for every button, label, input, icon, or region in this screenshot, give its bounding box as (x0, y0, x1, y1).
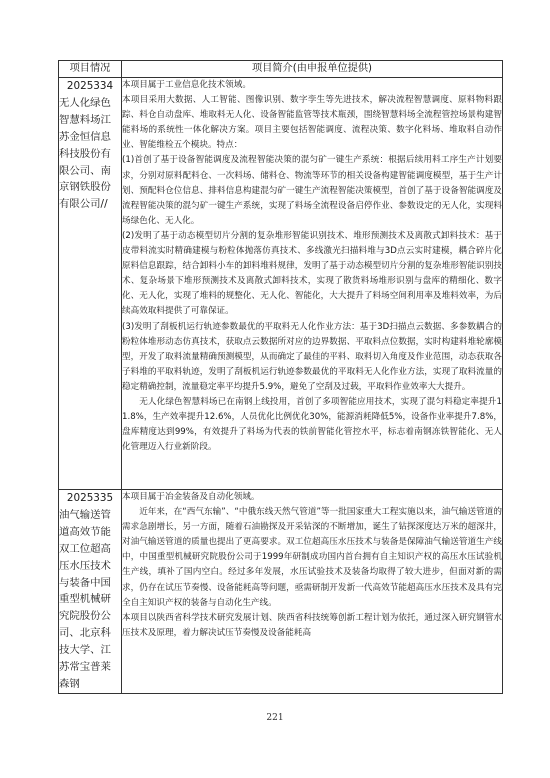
summary-paragraph: 本项目以陕西省科学技术研究发展计划、陕西省科技统筹创新工程计划为依托，通过深入研究钢管水压技术及原理，着力解决试压节奏慢及设备能耗高 (122, 612, 502, 638)
summary-paragraph: 本项目属于工业信息化技术领域。 (122, 80, 251, 90)
table-row (59, 490, 503, 694)
summary-paragraph: 无人化绿色智慧料场已在南钢上线投用，首创了多项智能应用技术，实现了混匀料稳定率提升11.8%，生产效率提升12.6%，人员优化比例优化30%，能源消耗降低5%，设备作业率提升7.8%，盘库精度达到99%，有效提升了料场为代表的铁前智能化管控水平，标志着南钢冻铁智能化、无人化管理迈入行业新阶段。 (122, 396, 502, 453)
table-header-row (59, 61, 503, 78)
header-project-info: 项目情况 (59, 61, 122, 78)
project-info-cell (59, 490, 122, 694)
summary-paragraph: 本项目属于冶金装备及自动化领域。 (122, 492, 260, 502)
project-code: 2025335 (66, 492, 114, 504)
summary-paragraph: 近年来，在“西气东输”、“中俄东线天然气管道”等一批国家重大工程实施以来，油气输送管道的需求急剧增长，另一方面，随着石油勘探及开采钻深的不断增加，诞生了钻探深度达万米的超深井，对油气输送管道的质量也提出了更高要求。双工位超高压水压技术与装备是保障油气输送管道生产线中，中国重型机械研究院股份公司于1999年研制成功国内首台拥有自主知识产权的高压水压试验机生产线，填补了国内空白。经过多年发展，水压试验技术及装备均取得了较大进步，但面对新的需求，仍存在试压节奏慢、设备能耗高等问题，亟需研制开发新一代高效节能超高压水压技术及具有完全自主知识产权的装备与自动化生产线。 (122, 507, 502, 608)
project-info-cell (59, 78, 122, 490)
table-row (59, 78, 503, 490)
project-summary-cell (122, 78, 503, 490)
summary-paragraph: (1)首创了基于设备智能调度及流程智能决策的混匀矿一键生产系统：根据后续用料工序生产计划要求，分别对原料配料仓、一次料场、储料仓、物流等环节的相关设备构建智能调度模型，基于生产计划、预配料仓位信息、排料信息构建混匀矿一键生产流程智能决策模型，首创了基于设备智能调度及流程智能决策的混匀矿一键生产系统，实现了料场全流程设备启停作业、参数设定的无人化，实现料场绿色化、无人化。 (122, 155, 502, 226)
project-table (58, 60, 503, 694)
summary-paragraph: 本项目采用大数据、人工智能、图像识别、数字孪生等先进技术，解决流程智慧调度、原料物料跟踪、料仓自动盘库、堆取料无人化、设备智能监管等技术瓶颈，围绕智慧料场全流程管控场景构建智能料场的系统性一体化解决方案。项目主要包括智能调度、流程决策、数字化料场、堆取料自动作业、智能维检五个模块。特点： (122, 95, 502, 151)
project-summary-cell (122, 490, 503, 694)
project-code: 2025334 (66, 80, 114, 92)
project-name-and-units: 无人化绿色智慧料场江苏金恒信息科技股份有限公司、南京钢铁股份有限公司// (59, 96, 111, 211)
header-project-summary: 项目简介(由申报单位提供) (122, 61, 503, 78)
summary-paragraph: (2)发明了基于动态模型切片分割的复杂堆形智能识别技术、堆形预测技术及离散式卸料技术：基于皮带料流实时精确建模与粉粒体抛落仿真技术、多线激光扫描料堆与3D点云实时建模，耦合碎片化原料信息跟踪，结合卸料小车的卸料堆料规律，发明了基于动态模型切片分割的复杂堆形智能识别技术、复杂场景下堆形预测技术及离散式卸料技术，实现了散货料场堆形识别与盘库的精细化、数字化、无人化，实现了堆料的规整化、无人化、智能化，大大提升了料场空间利用率及堆料效率，为后续高效取料提供了可靠保证。 (122, 230, 502, 317)
project-name-and-units: 油气输送管道高效节能双工位超高压水压技术与装备中国重型机械研究院股份公司、北京科技大学、江苏常宝普莱森钢 (59, 508, 111, 690)
page-number: 221 (266, 713, 284, 723)
summary-paragraph: (3)发明了刮板机运行轨迹参数最优的平取料无人化作业方法：基于3D扫描点云数据、多参数耦合的粉粒体堆形动态仿真技术，获取点云数据所对应的边界数据、平取料点位数据，实时构建料堆轮廓模型，开发了取料流量精确预测模型，从而确定了最佳的平料、取料切入角度及作业范围，动态获取各子料堆的平取料轨迹，发明了刮板机运行轨迹参数最优的平取料无人化作业方法，实现了取料流量的稳定精确控制，流量稳定率平均提升5.9%，避免了空刮及过载，平取料作业效率大大提升。 (122, 321, 502, 392)
